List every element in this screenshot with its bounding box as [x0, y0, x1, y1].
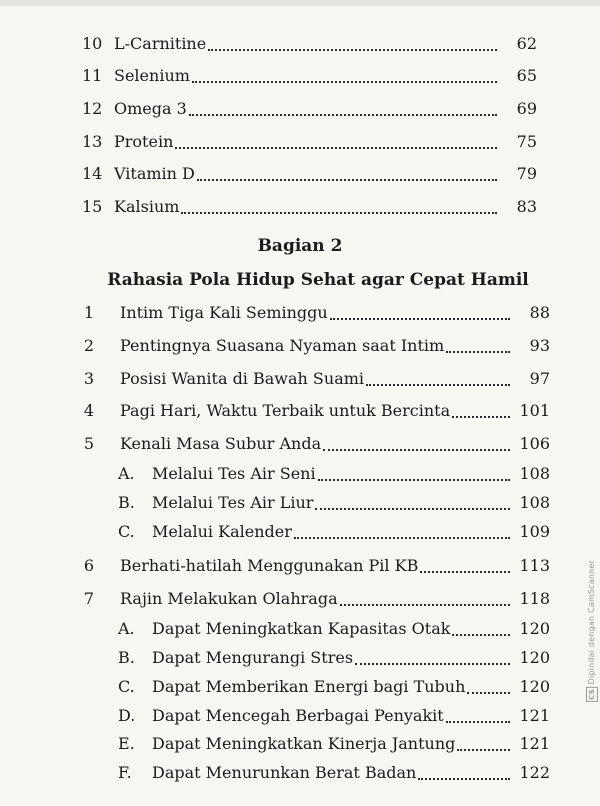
toc-subentry [82, 760, 550, 786]
toc-entry [82, 586, 550, 612]
toc-entry [82, 129, 537, 155]
dot-leader [452, 634, 510, 636]
entry-title: Protein [114, 132, 174, 151]
watermark-text: Dipindai dengan CamScanner [587, 560, 596, 685]
entry-number: 14 [82, 164, 103, 183]
entry-page: 83 [516, 197, 537, 216]
entry-title: Melalui Kalender [152, 522, 292, 541]
entry-title: Dapat Memberikan Energi bagi Tubuh [152, 677, 466, 696]
subentry-letter: C. [118, 522, 135, 541]
dot-leader [189, 114, 497, 116]
dot-leader [315, 508, 510, 510]
entry-number: 3 [83, 369, 95, 388]
entry-title: Dapat Mencegah Berbagai Penyakit [152, 706, 444, 725]
entry-title: L-Carnitine [114, 34, 207, 53]
dot-leader [446, 721, 510, 723]
entry-title: Omega 3 [114, 99, 187, 118]
dot-leader [197, 179, 497, 181]
toc-subentry [82, 461, 550, 487]
entry-title: Dapat Menurunkan Berat Badan [152, 763, 417, 782]
entry-page: 120 [519, 619, 550, 638]
entry-title: Dapat Meningkatkan Kapasitas Otak [152, 619, 451, 638]
dot-leader [418, 778, 510, 780]
toc-subentry [82, 674, 550, 700]
toc-subentry [82, 703, 550, 729]
entry-page: 62 [516, 34, 537, 53]
entry-page: 121 [519, 706, 550, 725]
toc-subentry [82, 490, 550, 516]
entry-number: 5 [83, 434, 95, 453]
entry-number: 1 [83, 303, 95, 322]
dot-leader [181, 212, 497, 214]
dot-leader [340, 604, 510, 606]
dot-leader [330, 318, 510, 320]
entry-title: Pentingnya Suasana Nyaman saat Intim [120, 336, 445, 355]
entry-page: 79 [516, 164, 537, 183]
entry-page: 120 [519, 677, 550, 696]
toc-entry [82, 63, 537, 89]
entry-title: Pagi Hari, Waktu Terbaik untuk Bercinta [120, 401, 451, 420]
section-subtitle: Rahasia Pola Hidup Sehat agar Cepat Hamil [107, 270, 529, 290]
entry-title: Rajin Melakukan Olahraga [120, 589, 338, 608]
entry-number: 11 [82, 66, 103, 85]
dot-leader [355, 663, 510, 665]
scanner-watermark [586, 560, 598, 706]
dot-leader [175, 147, 497, 149]
entry-page: 121 [519, 734, 550, 753]
entry-page: 108 [519, 464, 550, 483]
dot-leader [467, 692, 510, 694]
entry-page: 120 [519, 648, 550, 667]
entry-number: 7 [83, 589, 95, 608]
toc-entry [82, 431, 550, 457]
toc-entry [82, 553, 550, 579]
entry-title: Kalsium [114, 197, 180, 216]
entry-page: 101 [519, 401, 550, 420]
dot-leader [366, 384, 510, 386]
entry-title: Vitamin D [114, 164, 195, 183]
subentry-letter: E. [118, 734, 135, 753]
entry-title: Berhati-hatilah Menggunakan Pil KB [120, 556, 419, 575]
entry-title: Posisi Wanita di Bawah Suami [120, 369, 365, 388]
subentry-letter: B. [118, 648, 135, 667]
toc-entry [82, 96, 537, 122]
camscanner-logo-icon: CS [588, 689, 596, 700]
toc-subentry [82, 731, 550, 757]
toc-entry [82, 398, 550, 424]
subentry-letter: C. [118, 677, 135, 696]
dot-leader [192, 81, 497, 83]
section-label: Bagian 2 [257, 236, 343, 256]
entry-title: Intim Tiga Kali Seminggu [120, 303, 328, 322]
entry-page: 97 [529, 369, 550, 388]
entry-page: 75 [516, 132, 537, 151]
entry-page: 65 [516, 66, 537, 85]
subentry-letter: A. [118, 464, 135, 483]
entry-page: 109 [519, 522, 550, 541]
entry-page: 93 [529, 336, 550, 355]
entry-title: Selenium [114, 66, 190, 85]
entry-title: Dapat Mengurangi Stres [152, 648, 354, 667]
entry-number: 10 [82, 34, 103, 53]
toc-entry [82, 366, 550, 392]
subentry-letter: D. [118, 706, 136, 725]
dot-leader [294, 537, 510, 539]
entry-number: 13 [82, 132, 103, 151]
entry-page: 69 [516, 99, 537, 118]
entry-number: 6 [83, 556, 95, 575]
dot-leader [446, 351, 510, 353]
entry-title: Dapat Meningkatkan Kinerja Jantung [152, 734, 456, 753]
toc-entry [82, 194, 537, 220]
entry-number: 2 [83, 336, 95, 355]
dot-leader [323, 449, 510, 451]
entry-page: 122 [519, 763, 550, 782]
page-top-edge [0, 0, 600, 6]
toc-subentry [82, 645, 550, 671]
entry-page: 88 [529, 303, 550, 322]
subentry-letter: A. [118, 619, 135, 638]
entry-page: 118 [519, 589, 550, 608]
dot-leader [208, 49, 497, 51]
dot-leader [457, 749, 510, 751]
subentry-letter: F. [118, 763, 132, 782]
dot-leader [452, 416, 510, 418]
toc-entry [82, 333, 550, 359]
entry-page: 113 [519, 556, 550, 575]
dot-leader [420, 571, 510, 573]
toc-subentry [82, 616, 550, 642]
toc-entry [82, 161, 537, 187]
entry-page: 106 [519, 434, 550, 453]
subentry-letter: B. [118, 493, 135, 512]
toc-entry [82, 31, 537, 57]
toc-subentry [82, 519, 550, 545]
entry-title: Kenali Masa Subur Anda [120, 434, 322, 453]
entry-page: 108 [519, 493, 550, 512]
dot-leader [318, 479, 510, 481]
entry-title: Melalui Tes Air Seni [152, 464, 316, 483]
entry-number: 15 [82, 197, 103, 216]
entry-number: 4 [83, 401, 95, 420]
entry-title: Melalui Tes Air Liur [152, 493, 314, 512]
entry-number: 12 [82, 99, 103, 118]
toc-entry [82, 300, 550, 326]
